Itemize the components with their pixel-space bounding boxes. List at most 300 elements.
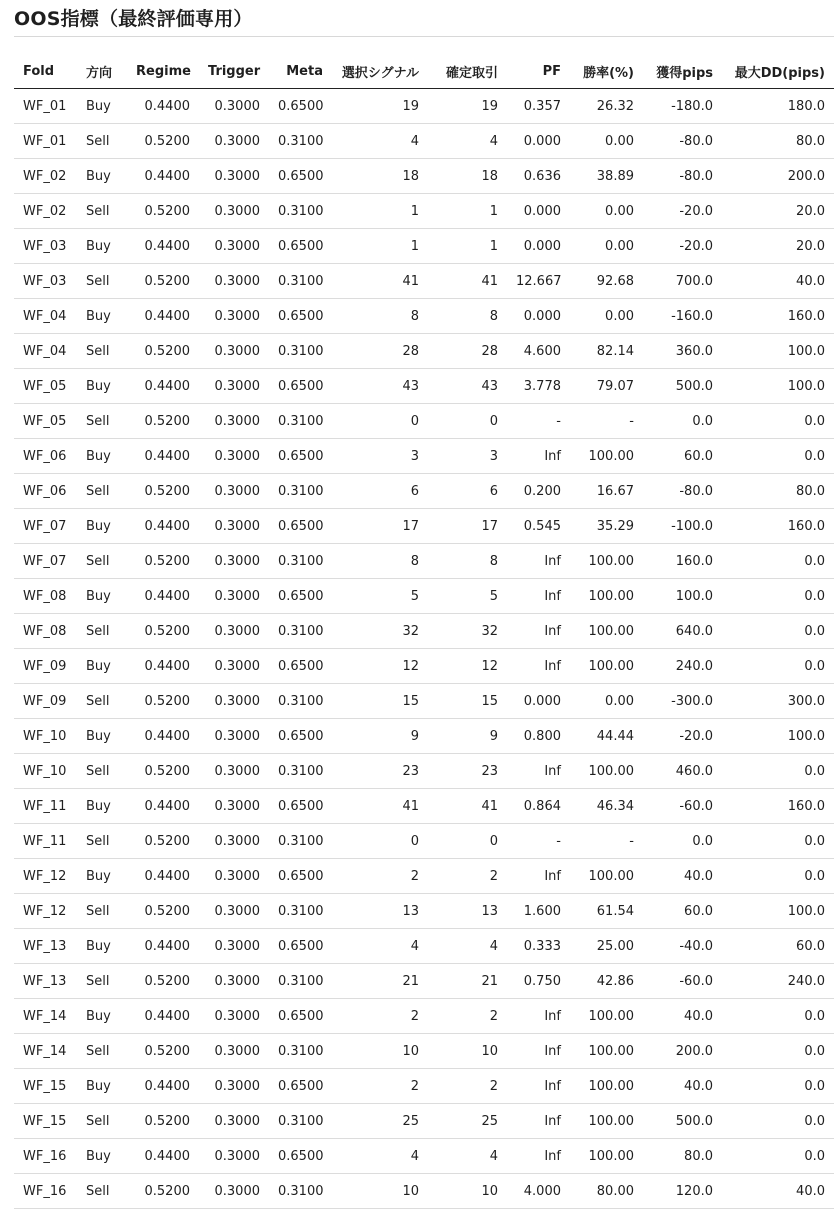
cell-regime: 0.4400 <box>127 789 199 824</box>
cell-gained-pips: 460.0 <box>643 754 722 789</box>
cell-direction: Buy <box>77 789 127 824</box>
table-row <box>14 789 834 824</box>
cell-fold: WF_14 <box>14 1034 77 1069</box>
cell-trigger: 0.3000 <box>199 404 269 439</box>
cell-selected-signals: 13 <box>332 894 428 929</box>
cell-selected-signals: 25 <box>332 1104 428 1139</box>
table-row <box>14 754 834 789</box>
cell-direction: Sell <box>77 264 127 299</box>
cell-meta: 0.3100 <box>269 194 332 229</box>
cell-meta: 0.3100 <box>269 404 332 439</box>
cell-fold: WF_04 <box>14 299 77 334</box>
cell-max-dd: 0.0 <box>722 824 834 859</box>
cell-fold: WF_10 <box>14 719 77 754</box>
cell-direction: Sell <box>77 894 127 929</box>
cell-max-dd: 60.0 <box>722 929 834 964</box>
column-header-regime: Regime <box>127 54 199 89</box>
cell-selected-signals: 17 <box>332 509 428 544</box>
table-row <box>14 614 834 649</box>
cell-gained-pips: 0.0 <box>643 404 722 439</box>
cell-trigger: 0.3000 <box>199 369 269 404</box>
cell-gained-pips: -60.0 <box>643 964 722 999</box>
cell-meta: 0.3100 <box>269 614 332 649</box>
cell-direction: Buy <box>77 1139 127 1174</box>
cell-direction: Buy <box>77 929 127 964</box>
cell-pf: 0.000 <box>507 299 570 334</box>
cell-max-dd: 0.0 <box>722 1034 834 1069</box>
table-row <box>14 894 834 929</box>
cell-win-rate: 100.00 <box>570 754 643 789</box>
cell-win-rate: 100.00 <box>570 649 643 684</box>
cell-meta: 0.3100 <box>269 264 332 299</box>
cell-pf: Inf <box>507 544 570 579</box>
cell-direction: Buy <box>77 859 127 894</box>
cell-trigger: 0.3000 <box>199 824 269 859</box>
cell-selected-signals: 23 <box>332 754 428 789</box>
cell-selected-signals: 9 <box>332 719 428 754</box>
cell-win-rate: 46.34 <box>570 789 643 824</box>
cell-pf: 0.333 <box>507 929 570 964</box>
cell-pf: 0.200 <box>507 474 570 509</box>
cell-direction: Sell <box>77 124 127 159</box>
cell-gained-pips: 240.0 <box>643 649 722 684</box>
cell-meta: 0.3100 <box>269 684 332 719</box>
cell-confirmed-trades: 17 <box>428 509 507 544</box>
table-row <box>14 439 834 474</box>
cell-regime: 0.5200 <box>127 824 199 859</box>
cell-trigger: 0.3000 <box>199 299 269 334</box>
cell-confirmed-trades: 0 <box>428 824 507 859</box>
cell-confirmed-trades: 41 <box>428 789 507 824</box>
cell-regime: 0.4400 <box>127 439 199 474</box>
cell-trigger: 0.3000 <box>199 474 269 509</box>
cell-selected-signals: 32 <box>332 614 428 649</box>
cell-regime: 0.4400 <box>127 579 199 614</box>
cell-max-dd: 100.0 <box>722 334 834 369</box>
cell-max-dd: 80.0 <box>722 124 834 159</box>
cell-gained-pips: -40.0 <box>643 929 722 964</box>
cell-selected-signals: 10 <box>332 1034 428 1069</box>
table-row <box>14 509 834 544</box>
table-row <box>14 544 834 579</box>
cell-confirmed-trades: 1 <box>428 194 507 229</box>
cell-confirmed-trades: 21 <box>428 964 507 999</box>
cell-selected-signals: 19 <box>332 89 428 124</box>
cell-fold: WF_14 <box>14 999 77 1034</box>
cell-regime: 0.4400 <box>127 719 199 754</box>
cell-regime: 0.5200 <box>127 124 199 159</box>
page-title: OOS指標（最終評価専用） <box>14 8 253 30</box>
cell-direction: Buy <box>77 369 127 404</box>
cell-max-dd: 0.0 <box>722 1069 834 1104</box>
cell-meta: 0.6500 <box>269 1069 332 1104</box>
cell-win-rate: 100.00 <box>570 544 643 579</box>
cell-win-rate: 92.68 <box>570 264 643 299</box>
cell-fold: WF_16 <box>14 1139 77 1174</box>
cell-direction: Buy <box>77 159 127 194</box>
cell-regime: 0.5200 <box>127 754 199 789</box>
cell-meta: 0.6500 <box>269 509 332 544</box>
cell-trigger: 0.3000 <box>199 999 269 1034</box>
cell-win-rate: 0.00 <box>570 229 643 264</box>
cell-regime: 0.4400 <box>127 229 199 264</box>
cell-max-dd: 160.0 <box>722 299 834 334</box>
cell-meta: 0.6500 <box>269 229 332 264</box>
cell-regime: 0.4400 <box>127 859 199 894</box>
cell-trigger: 0.3000 <box>199 719 269 754</box>
cell-gained-pips: 640.0 <box>643 614 722 649</box>
cell-meta: 0.3100 <box>269 824 332 859</box>
cell-meta: 0.3100 <box>269 334 332 369</box>
cell-max-dd: 0.0 <box>722 404 834 439</box>
table-row <box>14 684 834 719</box>
cell-win-rate: 100.00 <box>570 1139 643 1174</box>
cell-gained-pips: -160.0 <box>643 299 722 334</box>
cell-win-rate: 38.89 <box>570 159 643 194</box>
cell-meta: 0.6500 <box>269 929 332 964</box>
cell-max-dd: 300.0 <box>722 684 834 719</box>
cell-max-dd: 180.0 <box>722 89 834 124</box>
cell-win-rate: 100.00 <box>570 1104 643 1139</box>
cell-pf: Inf <box>507 1139 570 1174</box>
cell-meta: 0.3100 <box>269 964 332 999</box>
cell-trigger: 0.3000 <box>199 439 269 474</box>
cell-direction: Buy <box>77 89 127 124</box>
cell-fold: WF_09 <box>14 684 77 719</box>
cell-fold: WF_12 <box>14 894 77 929</box>
cell-selected-signals: 8 <box>332 544 428 579</box>
cell-confirmed-trades: 18 <box>428 159 507 194</box>
cell-max-dd: 160.0 <box>722 509 834 544</box>
cell-fold: WF_03 <box>14 229 77 264</box>
cell-fold: WF_11 <box>14 824 77 859</box>
cell-selected-signals: 0 <box>332 824 428 859</box>
cell-trigger: 0.3000 <box>199 264 269 299</box>
cell-trigger: 0.3000 <box>199 1069 269 1104</box>
cell-max-dd: 0.0 <box>722 649 834 684</box>
cell-confirmed-trades: 6 <box>428 474 507 509</box>
cell-confirmed-trades: 10 <box>428 1034 507 1069</box>
cell-regime: 0.4400 <box>127 509 199 544</box>
cell-win-rate: 100.00 <box>570 614 643 649</box>
cell-direction: Sell <box>77 964 127 999</box>
cell-gained-pips: 0.0 <box>643 824 722 859</box>
cell-trigger: 0.3000 <box>199 229 269 264</box>
table-row <box>14 1104 834 1139</box>
header-row <box>14 54 834 89</box>
cell-max-dd: 160.0 <box>722 789 834 824</box>
cell-regime: 0.5200 <box>127 964 199 999</box>
cell-pf: 0.864 <box>507 789 570 824</box>
cell-max-dd: 80.0 <box>722 474 834 509</box>
cell-trigger: 0.3000 <box>199 894 269 929</box>
column-header-selected-signals: 選択シグナル <box>332 54 428 89</box>
cell-pf: Inf <box>507 1104 570 1139</box>
cell-gained-pips: 200.0 <box>643 1034 722 1069</box>
cell-direction: Buy <box>77 509 127 544</box>
cell-fold: WF_03 <box>14 264 77 299</box>
cell-win-rate: 100.00 <box>570 579 643 614</box>
cell-pf: Inf <box>507 1034 570 1069</box>
cell-max-dd: 0.0 <box>722 579 834 614</box>
table-row <box>14 474 834 509</box>
cell-direction: Buy <box>77 999 127 1034</box>
cell-confirmed-trades: 19 <box>428 89 507 124</box>
cell-fold: WF_10 <box>14 754 77 789</box>
cell-pf: 4.000 <box>507 1174 570 1209</box>
cell-gained-pips: -80.0 <box>643 474 722 509</box>
cell-selected-signals: 2 <box>332 1069 428 1104</box>
cell-selected-signals: 21 <box>332 964 428 999</box>
cell-gained-pips: 500.0 <box>643 1104 722 1139</box>
cell-win-rate: 80.00 <box>570 1174 643 1209</box>
cell-direction: Sell <box>77 544 127 579</box>
cell-meta: 0.6500 <box>269 859 332 894</box>
cell-win-rate: - <box>570 404 643 439</box>
cell-gained-pips: 120.0 <box>643 1174 722 1209</box>
cell-pf: Inf <box>507 859 570 894</box>
cell-pf: Inf <box>507 649 570 684</box>
cell-pf: 1.600 <box>507 894 570 929</box>
cell-trigger: 0.3000 <box>199 334 269 369</box>
cell-win-rate: 79.07 <box>570 369 643 404</box>
cell-selected-signals: 6 <box>332 474 428 509</box>
cell-meta: 0.6500 <box>269 89 332 124</box>
cell-selected-signals: 1 <box>332 229 428 264</box>
cell-selected-signals: 8 <box>332 299 428 334</box>
cell-direction: Buy <box>77 1069 127 1104</box>
cell-win-rate: 0.00 <box>570 194 643 229</box>
cell-max-dd: 0.0 <box>722 754 834 789</box>
cell-confirmed-trades: 10 <box>428 1174 507 1209</box>
cell-meta: 0.3100 <box>269 474 332 509</box>
cell-gained-pips: -60.0 <box>643 789 722 824</box>
cell-trigger: 0.3000 <box>199 964 269 999</box>
cell-regime: 0.4400 <box>127 1139 199 1174</box>
cell-max-dd: 100.0 <box>722 369 834 404</box>
cell-regime: 0.4400 <box>127 649 199 684</box>
cell-fold: WF_08 <box>14 614 77 649</box>
cell-regime: 0.5200 <box>127 1104 199 1139</box>
cell-selected-signals: 2 <box>332 859 428 894</box>
cell-win-rate: 0.00 <box>570 124 643 159</box>
cell-direction: Sell <box>77 404 127 439</box>
oos-metrics-table <box>14 54 834 1209</box>
cell-win-rate: 61.54 <box>570 894 643 929</box>
cell-selected-signals: 43 <box>332 369 428 404</box>
table-row <box>14 124 834 159</box>
cell-pf: 0.000 <box>507 194 570 229</box>
cell-selected-signals: 2 <box>332 999 428 1034</box>
cell-direction: Sell <box>77 824 127 859</box>
cell-gained-pips: 500.0 <box>643 369 722 404</box>
cell-meta: 0.6500 <box>269 579 332 614</box>
cell-pf: 4.600 <box>507 334 570 369</box>
column-header-gained-pips: 獲得pips <box>643 54 722 89</box>
cell-direction: Sell <box>77 194 127 229</box>
column-header-pf: PF <box>507 54 570 89</box>
table-row <box>14 1069 834 1104</box>
cell-confirmed-trades: 2 <box>428 1069 507 1104</box>
cell-direction: Sell <box>77 1174 127 1209</box>
table-row <box>14 999 834 1034</box>
cell-regime: 0.5200 <box>127 544 199 579</box>
table-row <box>14 824 834 859</box>
cell-selected-signals: 0 <box>332 404 428 439</box>
cell-max-dd: 40.0 <box>722 1174 834 1209</box>
cell-confirmed-trades: 3 <box>428 439 507 474</box>
cell-fold: WF_05 <box>14 369 77 404</box>
cell-meta: 0.6500 <box>269 369 332 404</box>
cell-direction: Buy <box>77 299 127 334</box>
cell-fold: WF_09 <box>14 649 77 684</box>
table-row <box>14 964 834 999</box>
cell-pf: 12.667 <box>507 264 570 299</box>
cell-confirmed-trades: 9 <box>428 719 507 754</box>
cell-trigger: 0.3000 <box>199 159 269 194</box>
cell-confirmed-trades: 8 <box>428 299 507 334</box>
cell-win-rate: 16.67 <box>570 474 643 509</box>
cell-max-dd: 0.0 <box>722 1104 834 1139</box>
cell-regime: 0.5200 <box>127 1174 199 1209</box>
column-header-win-rate: 勝率(%) <box>570 54 643 89</box>
cell-selected-signals: 3 <box>332 439 428 474</box>
cell-pf: 0.000 <box>507 124 570 159</box>
table-row <box>14 1174 834 1209</box>
cell-regime: 0.5200 <box>127 684 199 719</box>
cell-fold: WF_15 <box>14 1069 77 1104</box>
cell-direction: Sell <box>77 614 127 649</box>
cell-trigger: 0.3000 <box>199 614 269 649</box>
cell-selected-signals: 41 <box>332 789 428 824</box>
cell-selected-signals: 5 <box>332 579 428 614</box>
cell-max-dd: 0.0 <box>722 439 834 474</box>
column-header-fold: Fold <box>14 54 77 89</box>
cell-regime: 0.4400 <box>127 1069 199 1104</box>
cell-pf: 3.778 <box>507 369 570 404</box>
cell-direction: Sell <box>77 684 127 719</box>
column-header-max-dd: 最大DD(pips) <box>722 54 834 89</box>
cell-fold: WF_02 <box>14 194 77 229</box>
cell-win-rate: 100.00 <box>570 439 643 474</box>
cell-direction: Buy <box>77 649 127 684</box>
table-row <box>14 1139 834 1174</box>
cell-fold: WF_04 <box>14 334 77 369</box>
table-row <box>14 929 834 964</box>
cell-confirmed-trades: 12 <box>428 649 507 684</box>
cell-meta: 0.3100 <box>269 1034 332 1069</box>
cell-confirmed-trades: 23 <box>428 754 507 789</box>
cell-confirmed-trades: 4 <box>428 929 507 964</box>
cell-win-rate: 42.86 <box>570 964 643 999</box>
cell-gained-pips: 40.0 <box>643 1069 722 1104</box>
cell-trigger: 0.3000 <box>199 194 269 229</box>
cell-meta: 0.6500 <box>269 159 332 194</box>
cell-confirmed-trades: 2 <box>428 999 507 1034</box>
cell-gained-pips: -300.0 <box>643 684 722 719</box>
cell-gained-pips: 700.0 <box>643 264 722 299</box>
table-row <box>14 369 834 404</box>
cell-regime: 0.5200 <box>127 894 199 929</box>
cell-trigger: 0.3000 <box>199 89 269 124</box>
cell-meta: 0.6500 <box>269 719 332 754</box>
cell-pf: 0.800 <box>507 719 570 754</box>
cell-direction: Sell <box>77 334 127 369</box>
cell-trigger: 0.3000 <box>199 1104 269 1139</box>
table-row <box>14 89 834 124</box>
cell-win-rate: 100.00 <box>570 859 643 894</box>
cell-meta: 0.3100 <box>269 1174 332 1209</box>
cell-fold: WF_11 <box>14 789 77 824</box>
cell-pf: 0.545 <box>507 509 570 544</box>
title-divider <box>14 36 834 37</box>
cell-gained-pips: -20.0 <box>643 719 722 754</box>
cell-pf: Inf <box>507 754 570 789</box>
cell-regime: 0.5200 <box>127 614 199 649</box>
cell-fold: WF_07 <box>14 544 77 579</box>
cell-fold: WF_12 <box>14 859 77 894</box>
cell-regime: 0.4400 <box>127 299 199 334</box>
cell-fold: WF_01 <box>14 124 77 159</box>
cell-direction: Sell <box>77 754 127 789</box>
cell-confirmed-trades: 1 <box>428 229 507 264</box>
cell-regime: 0.5200 <box>127 194 199 229</box>
cell-direction: Buy <box>77 579 127 614</box>
cell-win-rate: 82.14 <box>570 334 643 369</box>
cell-pf: 0.000 <box>507 684 570 719</box>
cell-regime: 0.5200 <box>127 1034 199 1069</box>
cell-fold: WF_06 <box>14 474 77 509</box>
cell-gained-pips: -20.0 <box>643 229 722 264</box>
cell-selected-signals: 12 <box>332 649 428 684</box>
cell-max-dd: 100.0 <box>722 894 834 929</box>
cell-pf: Inf <box>507 999 570 1034</box>
cell-direction: Sell <box>77 1104 127 1139</box>
cell-meta: 0.3100 <box>269 544 332 579</box>
cell-win-rate: 100.00 <box>570 1034 643 1069</box>
cell-pf: 0.636 <box>507 159 570 194</box>
cell-confirmed-trades: 8 <box>428 544 507 579</box>
cell-fold: WF_07 <box>14 509 77 544</box>
table-row <box>14 334 834 369</box>
table-row <box>14 159 834 194</box>
table-row <box>14 579 834 614</box>
cell-trigger: 0.3000 <box>199 124 269 159</box>
cell-fold: WF_15 <box>14 1104 77 1139</box>
cell-confirmed-trades: 4 <box>428 124 507 159</box>
cell-pf: Inf <box>507 439 570 474</box>
cell-confirmed-trades: 28 <box>428 334 507 369</box>
cell-meta: 0.3100 <box>269 754 332 789</box>
cell-fold: WF_06 <box>14 439 77 474</box>
cell-fold: WF_08 <box>14 579 77 614</box>
cell-gained-pips: -20.0 <box>643 194 722 229</box>
cell-meta: 0.6500 <box>269 649 332 684</box>
cell-max-dd: 0.0 <box>722 544 834 579</box>
cell-trigger: 0.3000 <box>199 649 269 684</box>
cell-selected-signals: 4 <box>332 1139 428 1174</box>
cell-max-dd: 0.0 <box>722 999 834 1034</box>
cell-trigger: 0.3000 <box>199 1174 269 1209</box>
cell-direction: Sell <box>77 1034 127 1069</box>
cell-trigger: 0.3000 <box>199 684 269 719</box>
cell-regime: 0.5200 <box>127 334 199 369</box>
cell-regime: 0.5200 <box>127 404 199 439</box>
cell-gained-pips: -80.0 <box>643 124 722 159</box>
cell-win-rate: 100.00 <box>570 999 643 1034</box>
cell-gained-pips: 360.0 <box>643 334 722 369</box>
column-header-meta: Meta <box>269 54 332 89</box>
